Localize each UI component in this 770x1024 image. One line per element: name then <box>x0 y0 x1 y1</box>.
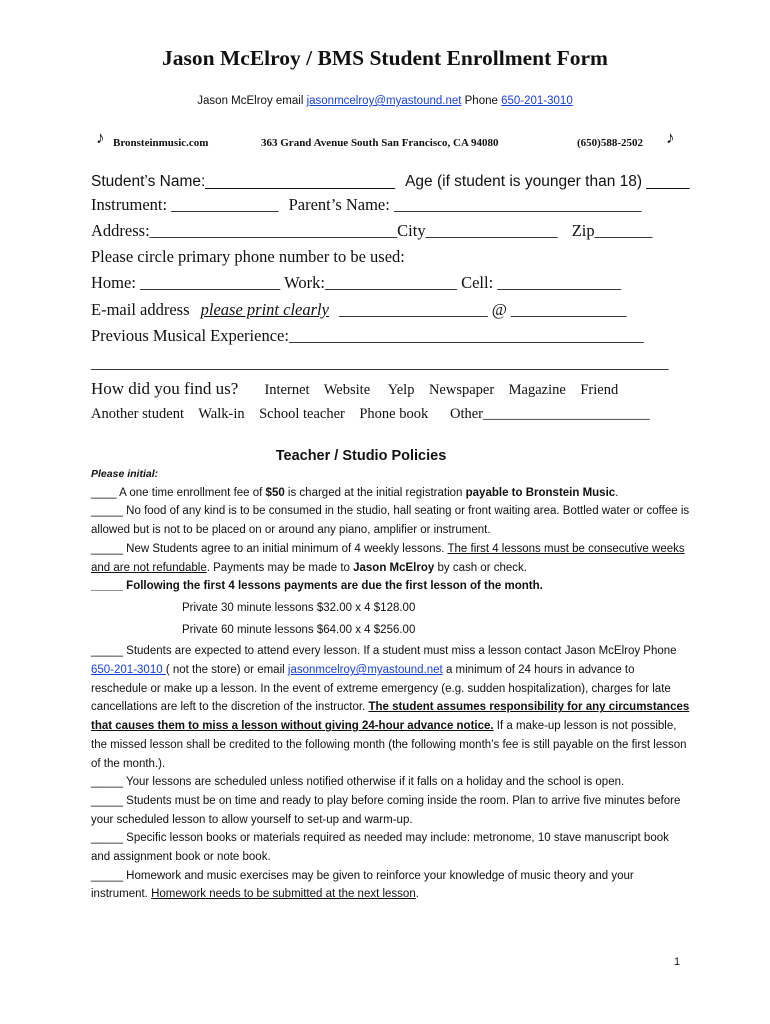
policy-responsibility: The student assumes responsibility for any circumstances that causes them to miss a lesson without giving 24-hour advance notice. <box>91 701 690 733</box>
policy-payee: Jason McElroy <box>353 561 435 574</box>
policy-email-link[interactable]: jasonmcelroy@myastound.net <box>287 664 443 677</box>
age-field[interactable]: Age (if student is younger than 18) _____ <box>405 173 690 190</box>
policy-payments-due: _____ Following the first 4 lessons payments are due the first lesson of the month. <box>91 580 543 593</box>
policy-text: . <box>615 486 619 499</box>
policy-text: ( not the store) or email <box>165 664 288 677</box>
previous-experience-field[interactable]: Previous Musical Experience:___________________________________________ <box>91 326 644 345</box>
find-us-options-2[interactable]: Another student Walk-in School teacher Phone book Other_______________________ <box>91 406 650 422</box>
instrument-field[interactable]: Instrument: _____________ <box>91 195 279 214</box>
price-30-minute: Private 30 minute lessons $32.00 x 4 $128.00 <box>182 601 416 614</box>
contact-phone-prefix: Phone <box>461 95 502 107</box>
parent-name-field[interactable]: Parent’s Name: ______________________________ <box>288 195 642 214</box>
policy-on-time: _____ Students must be on time and ready to play before coming inside the room. Plan to arrive five minutes before your scheduled lesson to allow yourself to set-up and warm-up. <box>91 794 681 826</box>
policy-phone-link[interactable]: 650-201-3010 <box>91 664 166 677</box>
form-title: Jason McElroy / BMS Student Enrollment Form <box>162 46 608 70</box>
policy-homework <box>91 867 691 904</box>
email-hint: please print clearly <box>200 300 329 319</box>
policy-no-food: _____ No food of any kind is to be consumed in the studio, hall seating or front waiting area. Bottled water or coffee is allowed but is not to be placed on or around any piano, amplifier or instrument. <box>91 505 690 537</box>
address-row <box>91 221 652 241</box>
policy-enrollment-fee <box>91 484 691 503</box>
policy-text: ____ A one time enrollment fee of <box>91 486 266 499</box>
contact-email-prefix: Jason McElroy email <box>197 95 307 107</box>
policy-attendance <box>91 642 691 773</box>
find-us-options[interactable]: Internet Website Yelp Newspaper Magazine Friend <box>264 382 619 398</box>
policies-body <box>91 465 691 904</box>
studio-website: Bronsteinmusic.com <box>113 137 209 149</box>
contact-email-link[interactable]: jasonmcelroy@myastound.net <box>306 95 462 107</box>
studio-info-line <box>96 128 682 154</box>
policy-text: by cash or check. <box>434 561 527 574</box>
policy-holidays: _____ Your lessons are scheduled unless notified otherwise if it falls on a holiday and the school is open. <box>91 776 625 789</box>
policy-text: If a make-up lesson is not possible, the missed lesson shall be credited to the following month (the following month’s fee is still payable on the first lesson of the month.). <box>91 720 687 770</box>
please-initial-label: Please initial: <box>91 468 159 480</box>
zip-field[interactable]: Zip_______ <box>571 221 653 240</box>
address-city-field[interactable]: Address:______________________________City________________ <box>91 221 558 240</box>
instrument-row <box>91 195 641 215</box>
music-note-icon: ♪ <box>96 128 105 147</box>
price-60-minute: Private 60 minute lessons $64.00 x 4 $256.00 <box>182 623 416 636</box>
policy-not-refundable: The first 4 lessons must be consecutive weeks and are not refundable <box>91 542 685 574</box>
contact-line <box>0 95 770 107</box>
policy-text: is charged at the initial registration <box>284 486 466 499</box>
student-name-field[interactable]: Student’s Name:______________________ <box>91 173 395 190</box>
student-name-row <box>91 171 689 191</box>
contact-phone-link[interactable]: 650-201-3010 <box>501 95 573 107</box>
policy-text: . <box>415 888 419 901</box>
policies-title: Teacher / Studio Policies <box>275 448 447 464</box>
policy-text: a minimum of 24 hours in advance to reschedule or make up a lesson. In the event of extreme emergency (e.g. sudden hospitalization), charges for late cancellations are left to the discretion of the instructor. <box>91 664 671 714</box>
policy-text: . Payments may be made to <box>206 561 354 574</box>
policy-text: _____ New Students agree to an initial minimum of 4 weekly lessons. <box>91 542 448 555</box>
policy-text: _____ Students are expected to attend every lesson. If a student must miss a lesson contact Jason McElroy Phone <box>91 645 677 658</box>
email-field[interactable]: __________________ @ ______________ <box>339 300 627 319</box>
policy-homework-due: Homework needs to be submitted at the next lesson <box>151 888 416 901</box>
music-note-icon: ♪ <box>666 128 675 147</box>
find-us-row <box>91 379 618 399</box>
studio-phone: (650)588-2502 <box>577 137 643 149</box>
policy-payable-to: payable to Bronstein Music <box>465 486 616 499</box>
policy-new-students <box>91 540 691 577</box>
previous-experience-line[interactable]: ______________________________________________________________________ <box>91 353 669 372</box>
policy-text: _____ Homework and music exercises may be given to reinforce your knowledge of music theory and your instrument. <box>91 869 634 901</box>
studio-address: 363 Grand Avenue South San Francisco, CA 94080 <box>261 137 499 149</box>
policy-materials: _____ Specific lesson books or materials required as needed may include: metronome, 10 stave manuscript book and assignment book or note book. <box>91 832 669 864</box>
page-number: 1 <box>674 956 681 968</box>
email-row <box>91 300 627 320</box>
phones-row[interactable]: Home: _________________ Work:________________ Cell: _______________ <box>91 273 622 292</box>
email-label: E-mail address <box>91 300 190 319</box>
circle-phone-label: Please circle primary phone number to be used: <box>91 247 405 266</box>
policy-fee-amount: $50 <box>265 486 285 499</box>
find-us-label: How did you find us? <box>91 379 239 398</box>
